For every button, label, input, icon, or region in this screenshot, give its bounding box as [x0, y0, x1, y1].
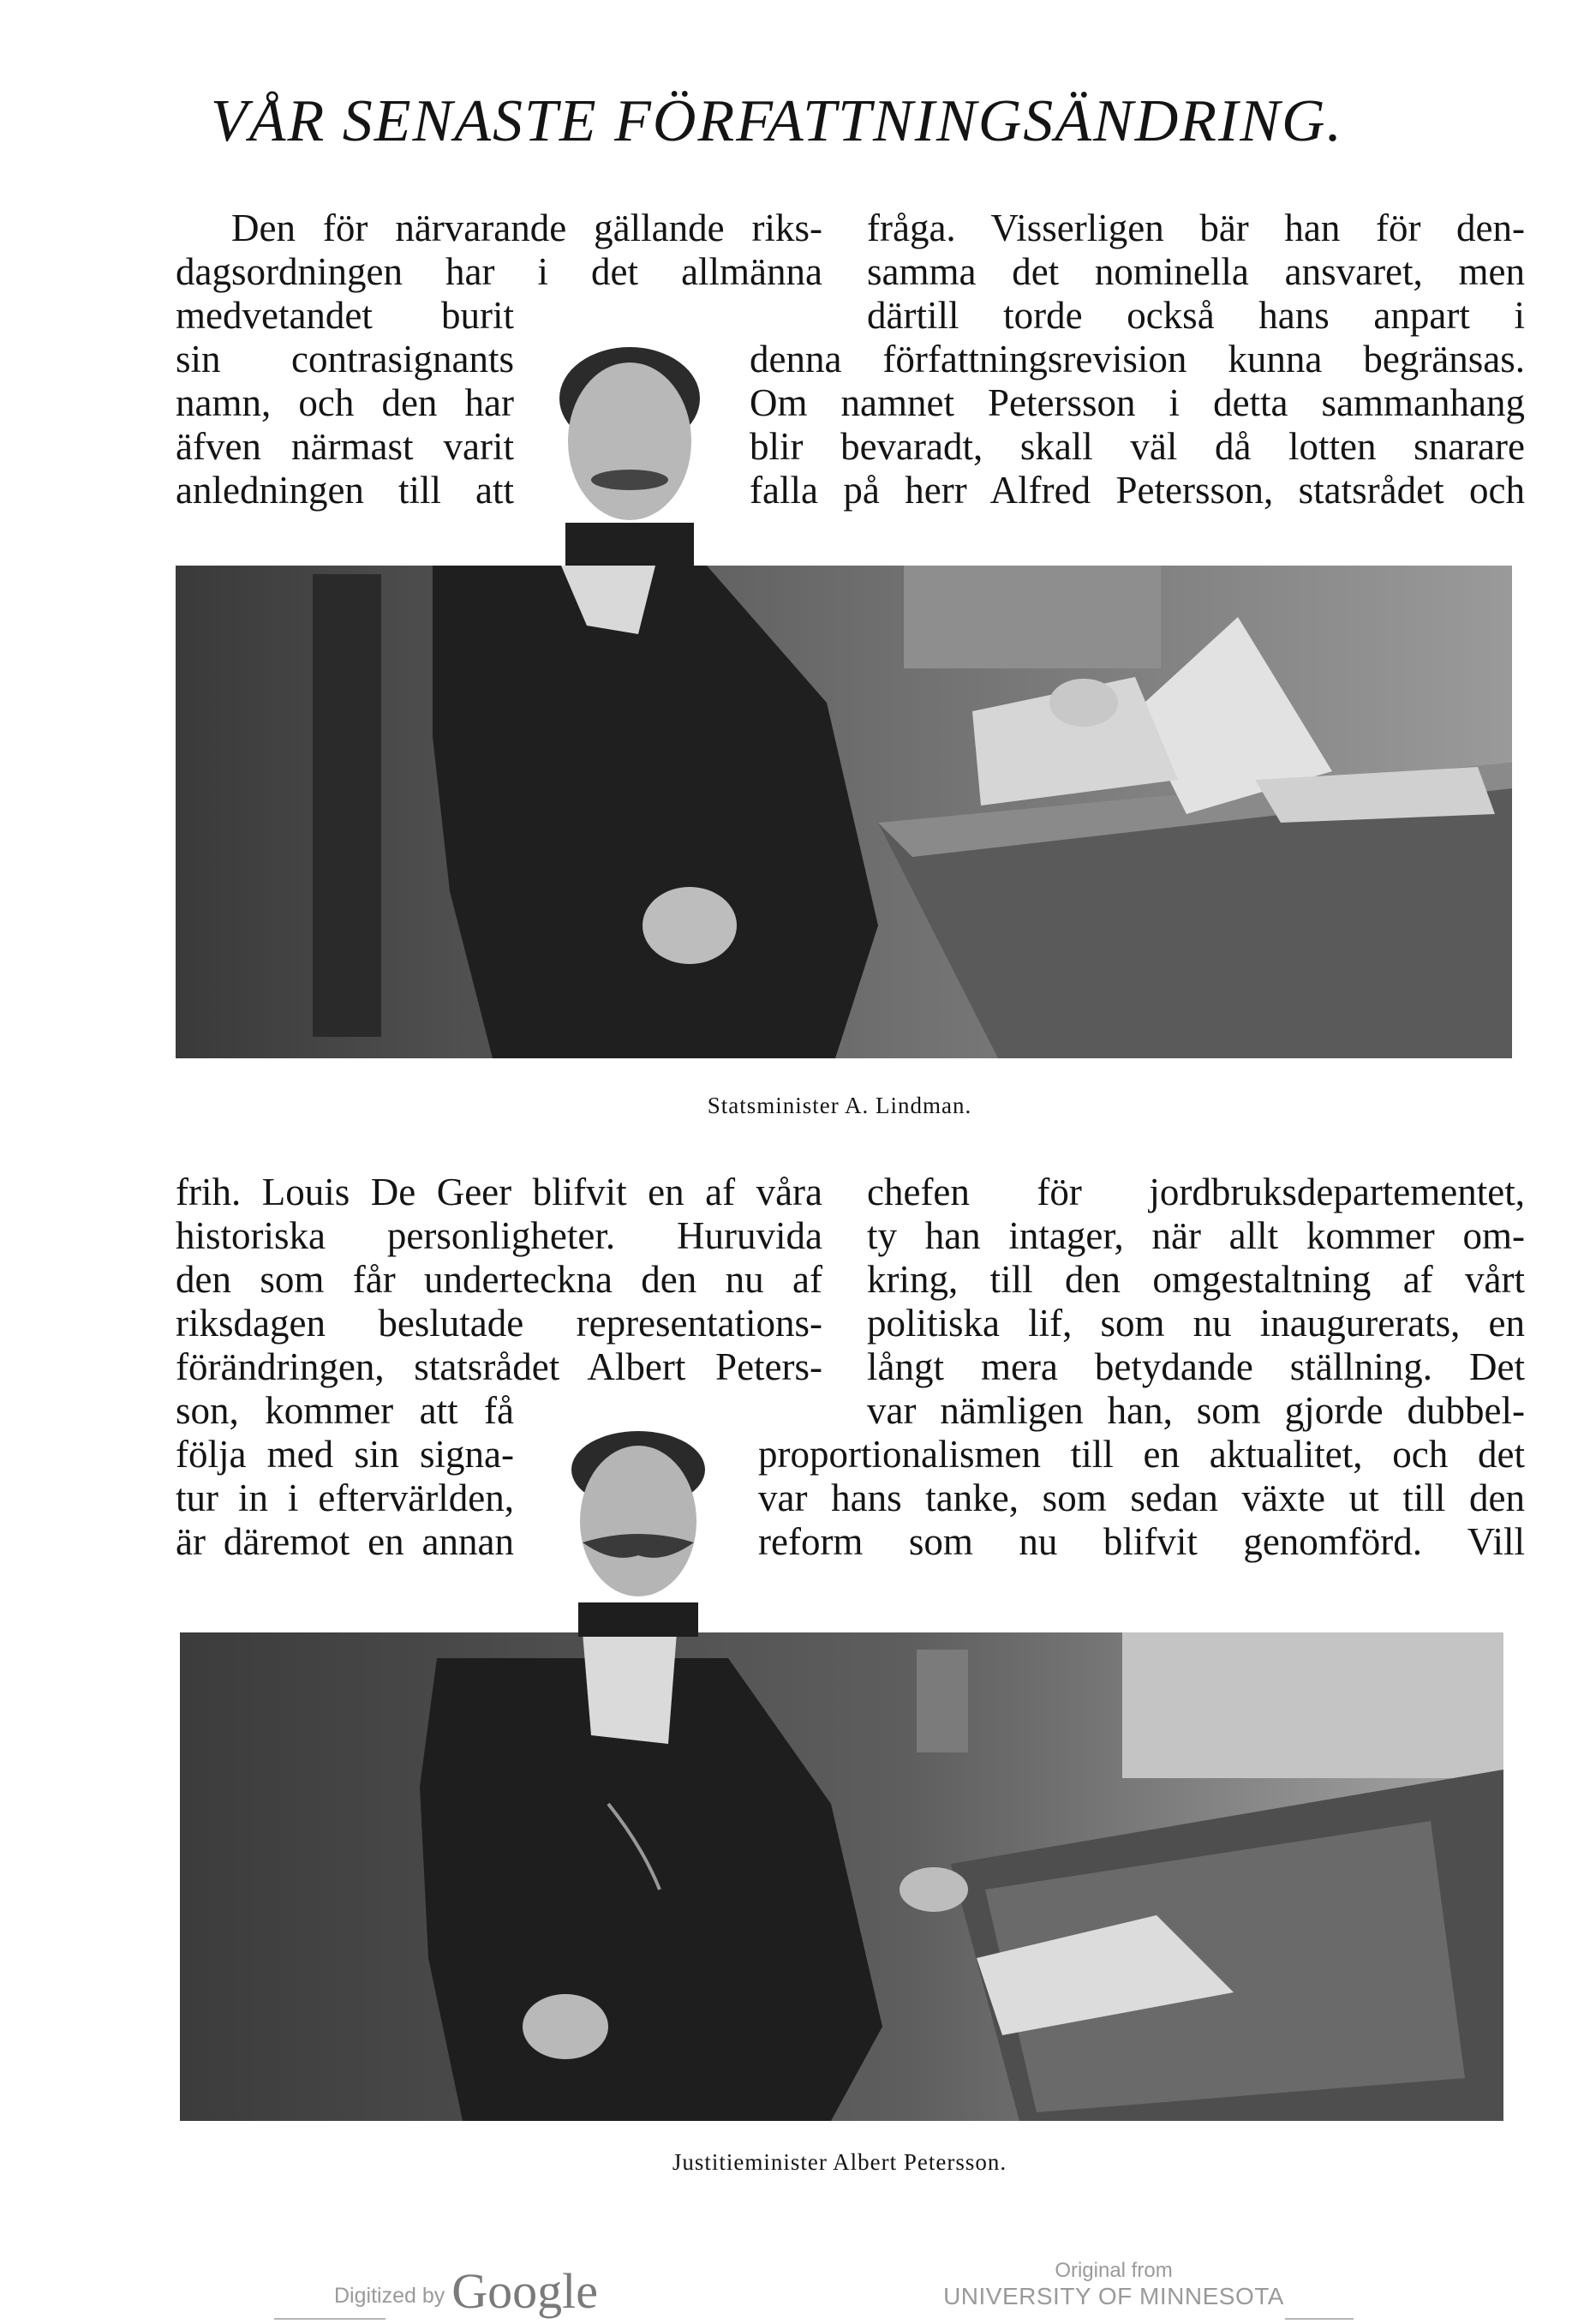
- original-from-label: [934, 2259, 1294, 2310]
- text-line: tur in i eftervärlden,: [176, 1476, 514, 1519]
- text-line: politiska lif, som nu inaugurerats, en: [867, 1302, 1525, 1345]
- text-line: frih. Louis De Geer blifvit en af våra: [176, 1171, 822, 1213]
- photo-lindman-head: [548, 338, 711, 566]
- text-line: denna författningsrevision kunna begränsas.: [750, 338, 1525, 380]
- petersson-head-illustration: [561, 1427, 715, 1637]
- photo-caption-petersson: Justitieminister Albert Petersson.: [672, 2149, 1007, 2175]
- lindman-head-illustration: [548, 338, 711, 566]
- text-line: reform som nu blifvit genomförd. Vill: [758, 1520, 1525, 1563]
- google-logo: Google: [451, 2263, 598, 2319]
- photo-petersson: [180, 1632, 1503, 2121]
- photo-caption-lindman: Statsminister A. Lindman.: [707, 1093, 972, 1118]
- text-line: anledningen till att: [176, 469, 514, 512]
- portrait-lindman-illustration: [176, 566, 1512, 1058]
- text-line: falla på herr Alfred Petersson, statsrådet och: [750, 469, 1525, 512]
- text-line: kring, till den omgestaltning af vårt: [867, 1258, 1525, 1301]
- text-line: samma det nominella ansvaret, men: [867, 250, 1525, 293]
- text-line: historiska personligheter. Huruvida: [176, 1214, 822, 1257]
- text-line: var hans tanke, som sedan växte ut till den: [758, 1476, 1525, 1519]
- text-line: ty han intager, när allt kommer om-: [867, 1214, 1525, 1257]
- text-line: följa med sin signa-: [176, 1433, 514, 1476]
- text-line: blir bevaradt, skall väl då lotten snarare: [750, 425, 1525, 468]
- text-line: proportionalismen till en aktualitet, och det: [758, 1433, 1525, 1476]
- text-line: son, kommer att få: [176, 1389, 514, 1432]
- text-line: riksdagen beslutade representations-: [176, 1302, 822, 1345]
- text-line: förändringen, statsrådet Albert Peters-: [176, 1345, 822, 1388]
- text-line: Den för närvarande gällande riks-: [231, 207, 822, 249]
- portrait-petersson-illustration: [180, 1632, 1503, 2121]
- photo-lindman: [176, 566, 1512, 1058]
- digitized-by-label: [334, 2262, 598, 2320]
- photo-petersson-head: [561, 1427, 715, 1637]
- text-line: långt mera betydande ställning. Det: [867, 1345, 1525, 1388]
- text-line: medvetandet burit: [176, 294, 514, 337]
- original-from-text: Original from: [1055, 2259, 1173, 2282]
- text-line: därtill torde också hans anpart i: [867, 294, 1525, 337]
- digitized-by-text: Digitized by: [334, 2284, 445, 2308]
- footer-divider: [1285, 2318, 1354, 2320]
- text-line: chefen för jordbruksdepartementet,: [867, 1171, 1525, 1213]
- footer-divider: [274, 2318, 386, 2320]
- text-line: är däremot en annan: [176, 1520, 514, 1563]
- text-line: namn, och den har: [176, 381, 514, 424]
- page-title: VÅR SENASTE FÖRFATTNINGSÄNDRING.: [211, 88, 1344, 154]
- text-line: äfven närmast varit: [176, 425, 514, 468]
- text-line: den som får underteckna den nu af: [176, 1258, 822, 1301]
- text-line: Om namnet Petersson i detta sammanhang: [750, 381, 1525, 424]
- text-line: dagsordningen har i det allmänna: [176, 250, 822, 293]
- text-line: fråga. Visserligen bär han för den-: [867, 207, 1525, 249]
- university-text: UNIVERSITY OF MINNESOTA: [943, 2283, 1284, 2309]
- text-line: var nämligen han, som gjorde dubbel-: [867, 1389, 1525, 1432]
- text-line: sin contrasignants: [176, 338, 514, 380]
